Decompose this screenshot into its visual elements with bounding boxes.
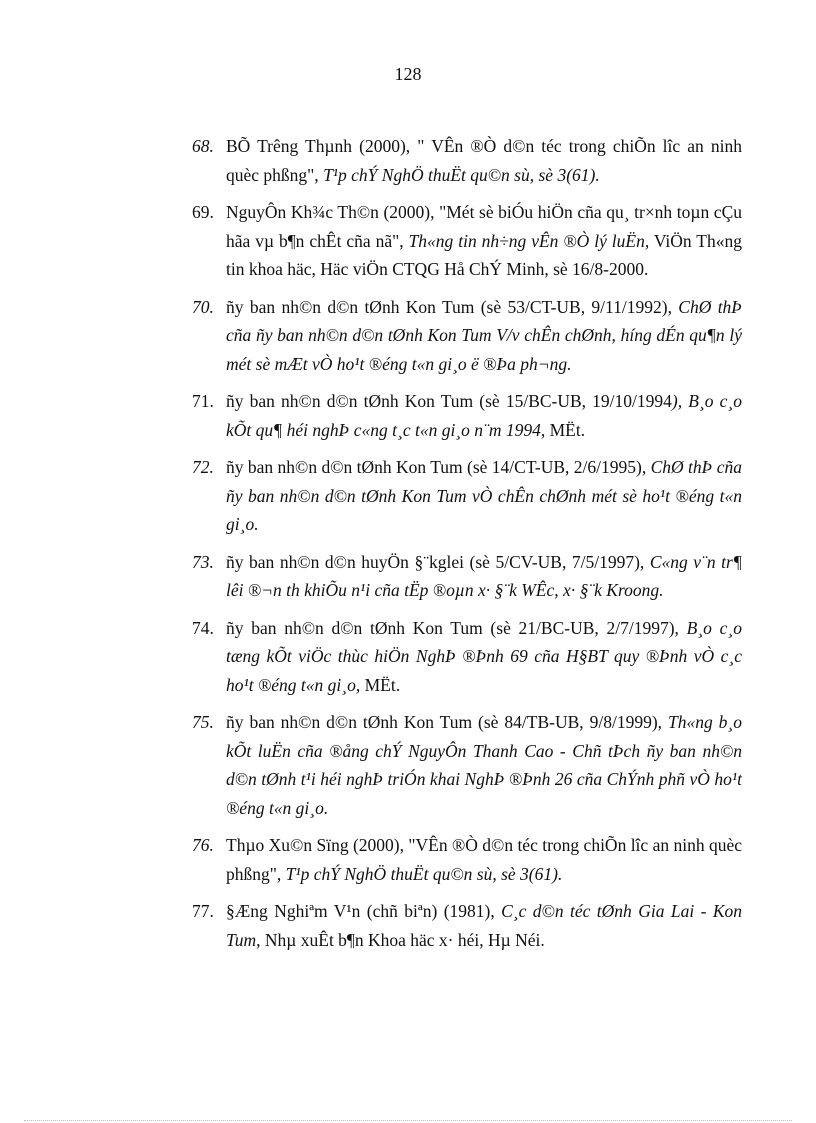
reference-title-text: ), B¸o c¸o kÕt qu¶ héi nghÞ c«ng t¸c t«n gi¸o n¨m 1994 bbox=[226, 391, 742, 440]
reference-text: Thµo Xu©n Sïng (2000), "VÊn ®Ò d©n téc trong chiÕn lîc an ninh quèc phßng", bbox=[226, 835, 742, 884]
reference-title-text: ChØ thÞ cña ñy ban nh©n d©n tØnh Kon Tum V/v chÊn chØnh, híng dÉn qu¶n lý mét sè mÆt vÒ ho¹t ®éng t«n gi¸o ë ®Þa ph¬ng. bbox=[226, 296, 742, 374]
reference-text: ñy ban nh©n d©n tØnh Kon Tum (sè 21/BC-UB, 2/7/1997), bbox=[226, 617, 687, 638]
reference-number: 69. bbox=[192, 202, 214, 222]
reference-item bbox=[154, 614, 742, 700]
reference-number: 73. bbox=[192, 551, 214, 572]
reference-text: NguyÔn Kh¾c Th©n (2000), "Mét sè biÓu hiÖn cña qu¸ tr×nh toµn cÇu hãa vµ b¶n chÊt cña nã", bbox=[226, 202, 742, 251]
reference-title-text: C«ng v¨n tr¶ lêi ®¬n th khiÕu n¹i cña tËp ®oµn x· §¨k WÊc, x· §¨k Kroong. bbox=[226, 551, 742, 600]
reference-number: 71. bbox=[192, 391, 214, 411]
reference-text: §Æng Nghiªm V¹n (chñ biªn) (1981), bbox=[226, 901, 502, 921]
reference-text: ñy ban nh©n d©n tØnh Kon Tum (sè 15/BC-UB, 19/10/1994 bbox=[226, 391, 672, 411]
reference-number: 72. bbox=[192, 457, 214, 477]
reference-title-text: Th«ng tin nh÷ng vÊn ®Ò lý luËn, bbox=[408, 230, 650, 251]
reference-item bbox=[154, 293, 742, 379]
reference-text: ñy ban nh©n d©n tØnh Kon Tum (sè 53/CT-UB, 9/11/1992), bbox=[226, 296, 679, 317]
reference-text: Nhµ xuÊt b¶n Khoa häc x· héi, Hµ Néi. bbox=[260, 929, 545, 950]
reference-number: 76. bbox=[192, 835, 214, 855]
reference-title-text: C¸c d©n téc tØnh Gia Lai - Kon Tum, bbox=[226, 901, 742, 950]
reference-item bbox=[154, 453, 742, 539]
reference-list bbox=[154, 132, 742, 963]
reference-title-text: ChØ thÞ cña ñy ban nh©n d©n tØnh Kon Tum vÒ chÊn chØnh mét sè ho¹t ®éng t«n gi¸o. bbox=[226, 457, 742, 534]
reference-item bbox=[154, 897, 742, 954]
reference-item bbox=[154, 708, 742, 822]
reference-text: ñy ban nh©n d©n tØnh Kon Tum (sè 84/TB-UB, 9/8/1999), bbox=[226, 712, 668, 732]
reference-item bbox=[154, 387, 742, 444]
reference-text: ñy ban nh©n d©n tØnh Kon Tum (sè 14/CT-UB, 2/6/1995), bbox=[226, 457, 651, 477]
reference-title-text: B¸o c¸o tæng kÕt viÖc thùc hiÖn NghÞ ®Þnh 69 cña H§BT quy ®Þnh vÒ c¸c ho¹t ®éng t«n gi¸o, bbox=[226, 617, 742, 695]
reference-number: 70. bbox=[192, 296, 214, 317]
reference-number: 77. bbox=[192, 901, 214, 921]
reference-item bbox=[154, 548, 742, 605]
reference-item bbox=[154, 132, 742, 189]
reference-text: BÕ Trêng Thµnh (2000), " VÊn ®Ò d©n téc trong chiÕn lîc an ninh quèc phßng", bbox=[226, 136, 742, 185]
reference-number: 74. bbox=[192, 617, 214, 638]
reference-title-text: T¹p chÝ NghÖ thuËt qu©n sù, sè 3(61). bbox=[285, 863, 563, 884]
page-number: 128 bbox=[394, 64, 422, 84]
reference-item bbox=[154, 198, 742, 284]
reference-text: ñy ban nh©n d©n huyÖn §¨kglei (sè 5/CV-UB, 7/5/1997), bbox=[226, 551, 650, 572]
reference-number: 75. bbox=[192, 712, 214, 732]
reference-text: MËt. bbox=[360, 674, 401, 695]
reference-title-text: T¹p chÝ NghÖ thuËt qu©n sù, sè 3(61). bbox=[323, 164, 600, 185]
reference-item bbox=[154, 831, 742, 888]
reference-text: ViÖn Th«ng tin khoa häc, Häc viÖn CTQG Hå ChÝ Minh, sè 16/8-2000. bbox=[226, 230, 742, 279]
page-bottom-edge bbox=[24, 1120, 792, 1121]
reference-number: 68. bbox=[192, 136, 214, 156]
reference-text: , MËt. bbox=[540, 419, 586, 440]
reference-title-text: Th«ng b¸o kÕt luËn cña ®ång chÝ NguyÔn Thanh Cao - Chñ tÞch ñy ban nh©n d©n tØnh t¹i héi nghÞ triÓn khai NghÞ ®Þnh 26 cña ChÝnh phñ vÒ ho¹t ®éng t«n gi¸o. bbox=[226, 712, 742, 818]
